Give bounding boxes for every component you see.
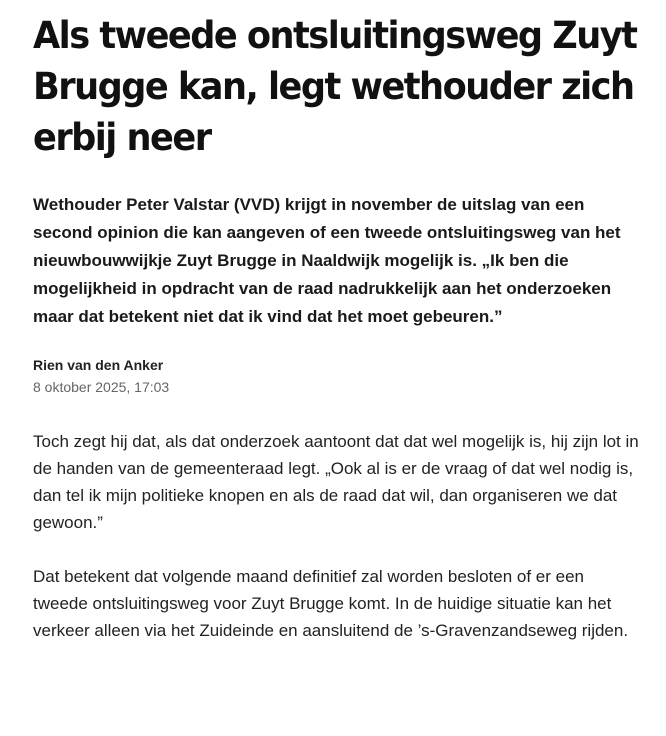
body-paragraph: Dat betekent dat volgende maand definitief zal worden besloten of er een tweede ontsluitingsweg voor Zuyt Brugge komt. In de huidige situatie kan het verkeer alleen via het Zuideinde en aansluitend de ’s-Gravenzandseweg rijden. [33, 567, 629, 640]
article [33, 10, 643, 671]
article-lead: Wethouder Peter Valstar (VVD) krijgt in november de uitslag van een second opinion die kan aangeven of een tweede ontsluitingsweg van het nieuwbouwwijkje Zuyt Brugge in Naaldwijk mogelijk is. „Ik ben die mogelijkheid in opdracht van de raad nadrukkelijk aan het onderzoeken maar dat betekent niet dat ik vind dat het moet gebeuren.” [33, 195, 621, 326]
publish-date: 8 oktober 2025, 17:03 [33, 379, 170, 395]
body-paragraph: Toch zegt hij dat, als dat onderzoek aantoont dat dat wel mogelijk is, hij zijn lot in de handen van de gemeenteraad legt. „Ook al is er de vraag of dat wel nodig is, dan tel ik mijn politieke knopen en als de raad dat wil, dan organiseren we dat gewoon.” [33, 432, 639, 532]
article-headline: Als tweede ontsluitingsweg Zuyt Brugge kan, legt wethouder zich erbij neer [33, 14, 637, 159]
byline [33, 356, 643, 396]
author-name[interactable]: Rien van den Anker [33, 357, 164, 373]
article-body [33, 428, 643, 644]
